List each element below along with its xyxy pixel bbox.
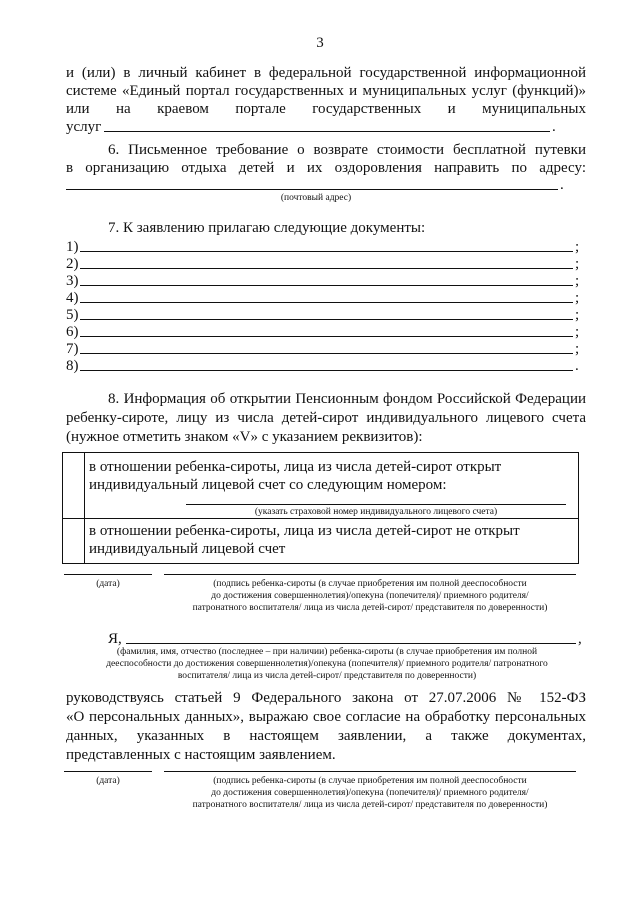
consent-line-4: представленных с настоящим заявлением. <box>66 747 336 763</box>
option-opened-line-2: индивидуальный лицевой счет со следующим номером: <box>89 477 447 493</box>
signature-caption-line-3: патронатного воспитателя/ лица из числа детей-сирот/ представителя по доверенности) <box>192 603 548 613</box>
doc-item-line[interactable] <box>80 353 573 354</box>
services-fill-line[interactable] <box>104 131 550 132</box>
full-name-caption-line-1: (фамилия, имя, отчество (последнее – при наличии) ребенка-сироты (в случае приобретения им полной <box>116 647 538 657</box>
consent-ya: Я, <box>108 631 122 647</box>
doc-item-end: ; <box>575 239 580 255</box>
continuation-line-3: или на краевом портале государственных и муниципальных <box>66 101 586 117</box>
account-opened-checkbox[interactable] <box>63 453 84 518</box>
doc-item-end: ; <box>575 307 580 323</box>
doc-item-number: 4) <box>66 290 79 306</box>
doc-item-number: 3) <box>66 273 79 289</box>
doc-item-line[interactable] <box>80 268 573 269</box>
doc-item-line[interactable] <box>80 285 573 286</box>
doc-item-number: 7) <box>66 341 79 357</box>
section8-line-2: ребенку-сироте, лицу из числа детей-сирот индивидуального лицевого счета <box>66 410 586 426</box>
doc-item-end: ; <box>575 290 580 306</box>
continuation-line-4-end: . <box>552 119 556 135</box>
table-column-divider <box>84 452 85 563</box>
doc-item-end: ; <box>575 273 580 289</box>
account-number-caption: (указать страховой номер индивидуального лицевого счета) <box>254 507 498 517</box>
date-caption: (дата) <box>96 579 120 589</box>
signature-caption-line-1: (подпись ребенка-сироты (в случае приобретения им полной дееспособности <box>213 776 527 786</box>
continuation-line-4-prefix: услуг <box>66 119 102 135</box>
doc-item-line[interactable] <box>80 370 573 371</box>
option-opened-line-1: в отношении ребенка-сироты, лица из числа детей-сирот открыт <box>89 459 502 475</box>
section6-line-1: 6. Письменное требование о возврате стоимости бесплатной путевки <box>108 142 586 158</box>
doc-item-number: 8) <box>66 358 79 374</box>
full-name-line[interactable] <box>126 643 576 644</box>
table-row-divider <box>62 518 578 519</box>
option-not-opened-line-2: индивидуальный лицевой счет <box>89 541 286 557</box>
page-number: 3 <box>316 35 324 51</box>
account-not-opened-checkbox[interactable] <box>63 519 84 562</box>
account-number-line[interactable] <box>186 504 566 505</box>
postal-address-line[interactable] <box>66 189 558 190</box>
signature-caption-line-2: до достижения совершеннолетия)/опекуна (попечителя)/ приемного родителя/ <box>211 788 529 798</box>
signature-line[interactable] <box>164 771 576 772</box>
doc-item-end: ; <box>575 341 580 357</box>
signature-caption-line-2: до достижения совершеннолетия)/опекуна (попечителя)/ приемного родителя/ <box>211 591 529 601</box>
postal-address-caption: (почтовый адрес) <box>280 193 352 203</box>
full-name-caption-line-2: дееспособности до достижения совершеннолетия)/опекуна (попечителя)/ приемного родителя/ патронатного <box>106 659 548 669</box>
signature-line[interactable] <box>164 574 576 575</box>
doc-item-end: . <box>575 358 579 374</box>
continuation-line-1: и (или) в личный кабинет в федеральной государственной информационной <box>66 65 586 81</box>
doc-item-number: 2) <box>66 256 79 272</box>
doc-item-end: ; <box>575 256 580 272</box>
consent-line-2: «О персональных данных», выражаю свое согласие на обработку персональных <box>66 709 586 725</box>
section8-line-1: 8. Информация об открытии Пенсионным фондом Российской Федерации <box>108 391 586 407</box>
date-line[interactable] <box>64 574 152 575</box>
section6-end: . <box>560 177 564 193</box>
doc-item-line[interactable] <box>80 319 573 320</box>
date-caption: (дата) <box>96 776 120 786</box>
option-not-opened-line-1: в отношении ребенка-сироты, лица из числа детей-сирот не открыт <box>89 523 520 539</box>
doc-item-number: 1) <box>66 239 79 255</box>
section6-line-2: в организацию отдыха детей и их оздоровления направить по адресу: <box>66 160 586 176</box>
doc-item-number: 5) <box>66 307 79 323</box>
section8-line-3: (нужное отметить знаком «V» с указанием реквизитов): <box>66 429 423 445</box>
doc-item-number: 6) <box>66 324 79 340</box>
date-line[interactable] <box>64 771 152 772</box>
doc-item-line[interactable] <box>80 251 573 252</box>
full-name-caption-line-3: воспитателя/ лица из числа детей-сирот/ представителя по доверенности) <box>177 671 477 681</box>
consent-ya-end: , <box>578 631 582 647</box>
signature-caption-line-1: (подпись ребенка-сироты (в случае приобретения им полной дееспособности <box>213 579 527 589</box>
signature-caption-line-3: патронатного воспитателя/ лица из числа детей-сирот/ представителя по доверенности) <box>192 800 548 810</box>
doc-item-line[interactable] <box>80 302 573 303</box>
section7-title: 7. К заявлению прилагаю следующие документы: <box>108 220 426 236</box>
doc-item-line[interactable] <box>80 336 573 337</box>
doc-item-end: ; <box>575 324 580 340</box>
consent-line-3: данных, указанных в настоящем заявлении, а также документах, <box>66 728 586 744</box>
continuation-line-2: системе «Единый портал государственных и муниципальных услуг (функций)» <box>66 83 586 99</box>
consent-line-1: руководствуясь статьей 9 Федерального закона от 27.07.2006 № 152-ФЗ <box>66 690 586 706</box>
